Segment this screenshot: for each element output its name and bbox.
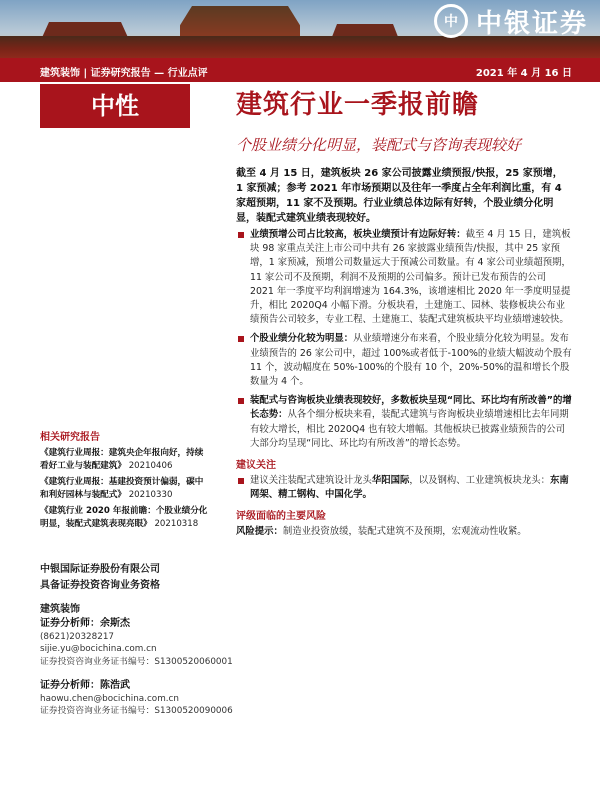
related-report-date: 20210406	[128, 461, 173, 471]
boc-logo-icon: 中	[434, 4, 468, 38]
analyst-name: 陈浩武	[100, 680, 130, 691]
risk-text: 制造业投资放缓，装配式建筑不及预期，宏观流动性收紧。	[282, 526, 527, 538]
bullet-lead: 个股业绩分化较为明显：	[250, 333, 354, 345]
related-report-item	[40, 476, 208, 502]
bullet-text: 从各个细分板块来看，装配式建筑与咨询板块业绩增速相比去年同期有较大增长，相比 2020Q4 也有较大增幅。其他板块已披露业绩预告的公司大部分均呈现“同比、环比均有所改善”的增长态势。	[250, 409, 569, 449]
analyst-role: 证券分析师：	[40, 680, 100, 691]
risk-heading: 评级面临的主要风险	[236, 511, 326, 523]
risk-lead: 风险提示：	[236, 526, 283, 538]
advice-stocks: 东南网架、精工钢构、中国化学。	[250, 475, 569, 501]
company-name: 中银国际证券股份有限公司	[40, 564, 160, 575]
advice-stock: 华阳国际	[371, 475, 410, 487]
analyst-cert: 证券投资咨询业务证书编号：S1300520090006	[40, 706, 233, 716]
advice-point	[236, 474, 572, 502]
bullet-square-icon	[238, 398, 244, 404]
bullet-point	[236, 332, 572, 389]
analyst-name: 余斯杰	[100, 618, 130, 629]
breadcrumb: 建筑装饰 | 证券研究报告 — 行业点评	[40, 68, 208, 79]
report-info-bar	[0, 58, 600, 82]
analyst-role: 证券分析师：	[40, 618, 100, 629]
brand-logo	[434, 4, 588, 38]
analyst-card	[40, 680, 233, 718]
bullet-text: 从业绩增速分布来看，个股业绩分化较为明显。发布业绩预告的 26 家公司中，超过 100%或者低于-100%的业绩大幅波动个股有 11 个，波动幅度在 50%-100%的个股有 10 个，20%-50%的温和增长个股数量为 4 个。	[250, 333, 572, 388]
bullet-lead: 装配式与咨询板块业绩表现较好，多数板块呈现“同比、环比均有所改善”的增长态势：	[250, 395, 572, 421]
advice-heading: 建议关注	[236, 460, 276, 472]
analyst-email: haowu.chen@bocichina.com.cn	[40, 693, 179, 704]
palace-hall	[180, 6, 300, 38]
related-heading: 相关研究报告	[40, 432, 100, 443]
bullet-square-icon	[238, 478, 244, 484]
advice-text: 建议关注装配式建筑设计龙头	[250, 475, 372, 487]
related-report-title: 《建筑行业 2020 年报前瞻：个股业绩分化明显，装配式建筑表现亮眼》	[40, 506, 208, 529]
related-report-item	[40, 447, 208, 473]
analyst-email: sijie.yu@bocichina.com.cn	[40, 644, 157, 654]
rating-badge: 中性	[40, 84, 190, 128]
bullet-square-icon	[238, 232, 244, 238]
report-title: 建筑行业一季报前瞻	[236, 90, 480, 120]
related-report-title: 《建筑行业周报：基建投资预计偏弱，碳中和利好园林与装配式》	[40, 477, 204, 500]
related-report-date: 20210330	[128, 490, 173, 500]
summary-paragraph: 截至 4 月 15 日，建筑板块 26 家公司披露业绩预报/快报，25 家预增，1 家预减；参考 2021 年市场预期以及往年一季度占全年利润比重，有 4 家超预期，11 家不及预期。行业业绩总体边际有好转，个股业绩分化明显，装配式建筑业绩表现较好。	[236, 168, 563, 224]
brand-name: 中银证券	[475, 8, 588, 39]
related-report-item	[40, 505, 208, 531]
analyst-card	[40, 618, 233, 668]
risk-point	[236, 525, 572, 539]
analyst-phone: (8621)20328217	[40, 631, 115, 642]
analyst-cert: 证券投资咨询业务证书编号：S1300520060001	[40, 656, 233, 667]
bullet-lead: 业绩预增公司占比较高，板块业绩预计有边际好转：	[250, 229, 466, 240]
bullet-point	[236, 394, 572, 451]
bullet-square-icon	[238, 336, 244, 342]
report-subtitle: 个股业绩分化明显，装配式与咨询表现较好	[236, 136, 522, 154]
bullet-text: 截至 4 月 15 日，建筑板块 98 家重点关注上市公司中共有 26 家披露业绩预告/快报，其中 25 家预增，1 家预减，预增公司数量远大于预减公司数量。有 4 家公司业绩超预期，11 家公司不及预期，利润不及预期的公司偏多。预计已发布预告的公司 2021 年一季度平均利润增速为 164.3%，该增速相比 2020 年一季度明显提升，相比 2020Q4 小幅下滑。分板块看，土建施工、园林、装修板块公布业绩预告公司较多，专业工程、土建施工、装配式建筑板块平均业绩增速较快。	[250, 229, 571, 326]
related-reports	[40, 428, 208, 534]
report-date: 2021 年 4 月 16 日	[475, 68, 572, 79]
header-banner	[0, 0, 600, 58]
company-qualification: 具备证券投资咨询业务资格	[40, 580, 160, 591]
sector-label: 建筑装饰	[40, 604, 80, 615]
related-report-title: 《建筑行业周报：建筑央企年报向好，持续看好工业与装配建筑》	[40, 448, 204, 471]
key-points	[236, 228, 572, 545]
related-report-date: 20210318	[154, 519, 199, 529]
company-info	[40, 562, 160, 594]
advice-text-2: ，以及钢构、工业建筑板块龙头：	[409, 475, 551, 487]
bullet-point	[236, 228, 572, 327]
